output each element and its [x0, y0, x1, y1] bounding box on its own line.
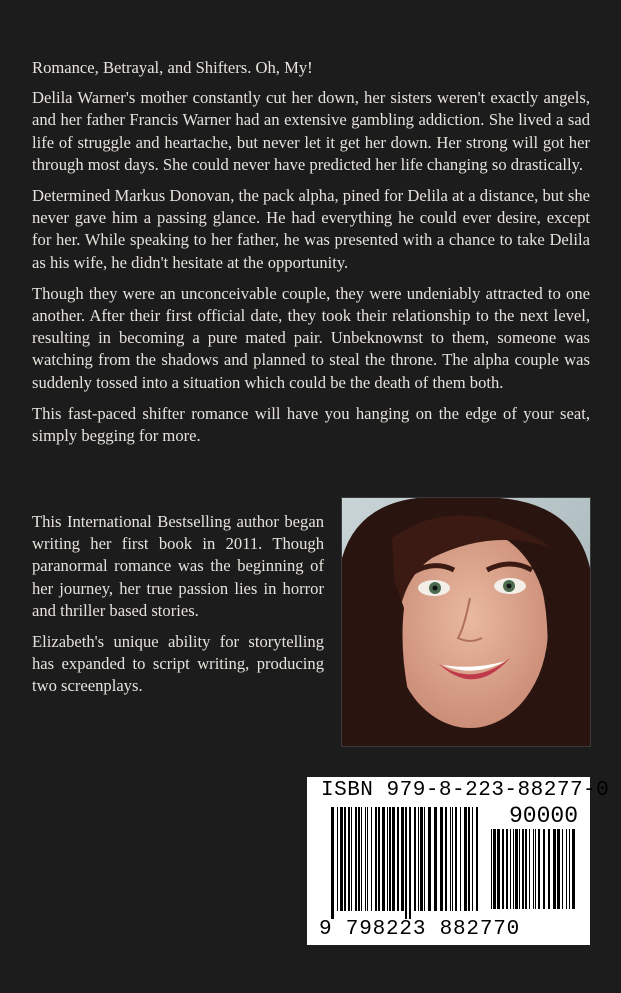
barcode-bar: [476, 807, 478, 911]
barcode-bar: [522, 829, 524, 909]
barcode-bar: [519, 829, 520, 909]
barcode-bar: [525, 829, 527, 909]
barcode-bar: [331, 807, 334, 919]
isbn-barcode: [307, 777, 610, 945]
barcode-bar: [414, 807, 416, 911]
ean-bars: [331, 807, 483, 919]
barcode-bar: [533, 829, 534, 909]
barcode-bar: [351, 807, 352, 911]
barcode-bar: [344, 807, 346, 911]
barcode-bar: [510, 829, 511, 909]
barcode-bar: [355, 807, 357, 911]
author-photo: [341, 497, 591, 747]
barcode-bar: [348, 807, 350, 911]
barcode-bar: [389, 807, 391, 911]
author-portrait-image: [342, 498, 590, 746]
back-cover-blurb: [32, 57, 590, 456]
barcode-bar: [405, 807, 407, 919]
blurb-paragraph-4: This fast-paced shifter romance will have you hanging on the edge of your seat, simply begging for more.: [32, 403, 590, 446]
barcode-bar: [434, 807, 437, 911]
barcode-bar: [392, 807, 395, 911]
barcode-bar: [450, 807, 451, 911]
barcode-bar: [375, 807, 377, 911]
barcode-bar: [493, 829, 496, 909]
barcode-bar: [445, 807, 447, 911]
barcode-bar: [557, 829, 560, 909]
barcode-bar: [428, 807, 431, 911]
barcode-bar: [418, 807, 419, 911]
barcode-bar: [365, 807, 366, 911]
barcode-bar: [358, 807, 360, 911]
bio-paragraph-1: This International Bestselling author began writing her first book in 2011. Though paranormal romance was the beginning of her journey, her true passion lies in horror and thriller based stories.: [32, 512, 324, 620]
barcode-bar: [420, 807, 423, 911]
barcode-bar: [529, 829, 530, 909]
barcode-bar: [515, 829, 518, 909]
barcode-bar: [506, 829, 508, 909]
blurb-paragraph-3: Though they were an unconceivable couple, they were undeniably attracted to one another. After their first official date, they took their relationship to the next level, resulting in becoming a pure mated pair. Unbeknownst to them, someone was watching from the shadows and planned to steal the throne. The alpha couple was suddenly tossed into a situation which could be the death of them both.: [32, 283, 590, 392]
barcode-bar: [340, 807, 343, 911]
barcode-bar: [440, 807, 443, 911]
barcode-bar: [468, 807, 470, 911]
blurb-paragraph-1: Delila Warner's mother constantly cut her down, her sisters weren't exactly angels, and her father Francis Warner had an extensive gambling addiction. She lived a sad life of struggle and heartache, but never let it get her down. Her strong will got her through most days. She could never have predicted her life changing so drastically.: [32, 88, 590, 174]
barcode-bar: [562, 829, 563, 909]
barcode-bar: [464, 807, 467, 911]
barcode-bar: [538, 829, 540, 909]
barcode-bar: [455, 807, 457, 911]
barcode-bar: [553, 829, 556, 909]
author-bio: [32, 511, 324, 707]
isbn-label: ISBN 979-8-223-88277-0: [321, 779, 610, 802]
barcode-bar: [543, 829, 545, 909]
bio-paragraph-2: Elizabeth's unique ability for storytelling has expanded to script writing, producing two screenplays.: [32, 632, 324, 696]
barcode-bar: [497, 829, 500, 909]
barcode-bar: [409, 807, 411, 919]
ean-digits: 9 798223 882770: [319, 918, 521, 941]
price-code: 90000: [508, 803, 578, 829]
barcode-bar: [397, 807, 399, 911]
tagline: Romance, Betrayal, and Shifters. Oh, My!: [32, 58, 313, 77]
barcode-bar: [452, 807, 453, 911]
barcode-bar: [566, 829, 567, 909]
barcode-bar: [382, 807, 385, 911]
barcode-bar: [502, 829, 504, 909]
barcode-bar: [572, 829, 575, 909]
barcode-bar: [460, 807, 461, 911]
barcode-bar: [367, 807, 368, 911]
barcode-bar: [424, 807, 425, 911]
barcode-bar: [535, 829, 536, 909]
barcode-bar: [337, 807, 338, 911]
blurb-paragraph-2: Determined Markus Donovan, the pack alpha, pined for Delila at a distance, but she never gave him a passing glance. He had everything he could ever desire, except for her. While speaking to her father, he was presented with a chance to take Delila as his wife, he didn't hesitate at the opportunity.: [32, 186, 590, 272]
barcode-bar: [371, 807, 372, 911]
addon-bars: [491, 829, 579, 917]
barcode-bar: [569, 829, 570, 909]
barcode-bar: [472, 807, 473, 911]
barcode-bar: [361, 807, 362, 911]
barcode-bar: [513, 829, 514, 909]
barcode-bar: [378, 807, 380, 911]
barcode-bar: [548, 829, 550, 909]
barcode-bar: [401, 807, 404, 911]
barcode-bar: [491, 829, 492, 909]
barcode-bar: [387, 807, 388, 911]
